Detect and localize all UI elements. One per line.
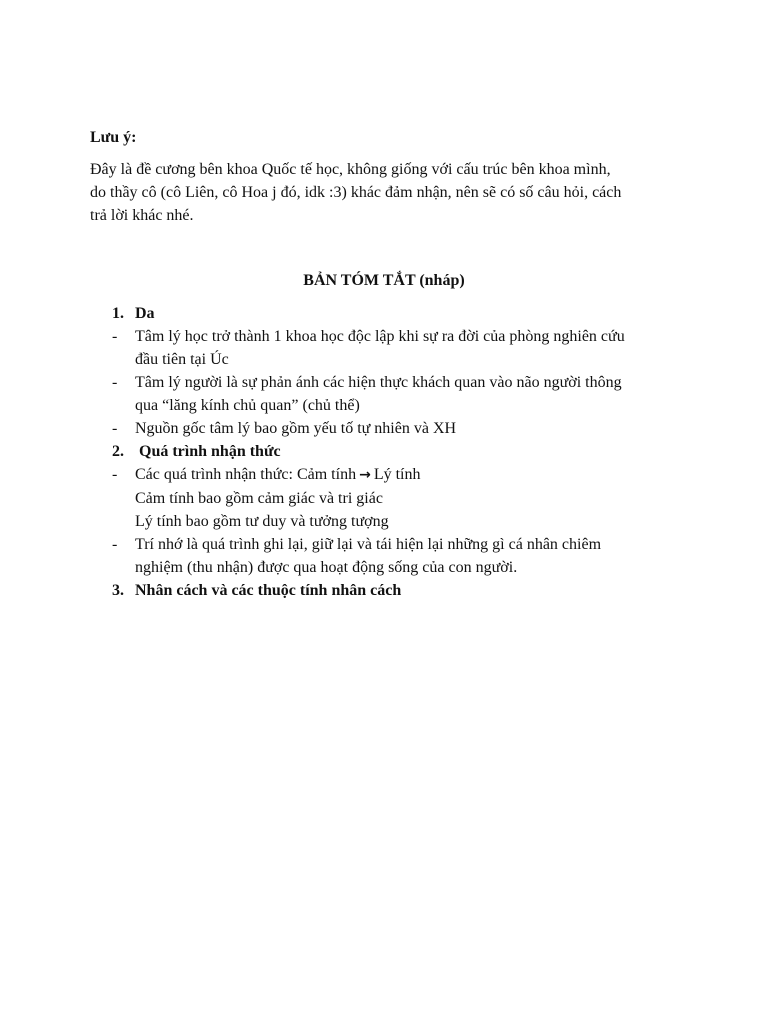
bullet-dash: - [112,466,118,483]
note-line: trả lời khác nhé. [90,207,194,224]
bullet-text: Lý tính [373,466,421,483]
note-label: Lưu ý: [90,129,137,146]
bullet-line: nghiệm (thu nhận) được qua hoạt động sống của con người. [135,559,518,576]
section-number: 1. [112,305,124,322]
section-heading [112,579,712,602]
bullet-line: Tâm lý học trở thành 1 khoa học độc lập khi sự ra đời của phòng nghiên cứu [135,328,625,345]
section-heading [112,302,712,325]
bullet-dash: - [112,328,118,345]
note-paragraph [90,158,690,227]
section-number: 3. [112,582,124,599]
bullet-line: đầu tiên tại Úc [135,351,229,368]
right-arrow-icon: → [359,467,371,483]
bullet-dash: - [112,420,118,437]
section-title: Quá trình nhận thức [135,443,281,460]
bullet-line: Cảm tính bao gồm cảm giác và tri giác [135,490,383,507]
list-item [112,533,712,579]
list-item [112,325,712,371]
bullet-line: Nguồn gốc tâm lý bao gồm yếu tố tự nhiên và XH [135,420,457,437]
section-number: 2. [112,443,124,460]
bullet-line: Lý tính bao gồm tư duy và tưởng tượng [135,513,389,530]
section-title: Nhân cách và các thuộc tính nhân cách [135,582,402,599]
bullet-text: Các quá trình nhận thức: Cảm tính [135,466,357,483]
list-item [112,463,712,533]
list-item [112,417,712,440]
bullet-dash: - [112,536,118,553]
bullet-line [135,463,712,487]
bullet-line: Tâm lý người là sự phản ánh các hiện thực khách quan vào não người thông [135,374,622,391]
section-title: Da [135,305,155,322]
summary-outline [112,302,712,602]
list-item [112,371,712,417]
note-line: Đây là đề cương bên khoa Quốc tế học, không giống với cấu trúc bên khoa mình, [90,161,611,178]
bullet-line: qua “lăng kính chủ quan” (chủ thể) [135,397,360,414]
note-line: do thầy cô (cô Liên, cô Hoa j đó, idk :3) khác đảm nhận, nên sẽ có số câu hỏi, cách [90,184,622,201]
bullet-dash: - [112,374,118,391]
bullet-line: Trí nhớ là quá trình ghi lại, giữ lại và tái hiện lại những gì cá nhân chiêm [135,536,602,553]
section-heading [112,440,712,463]
summary-title: BẢN TÓM TẮT (nháp) [303,272,465,289]
